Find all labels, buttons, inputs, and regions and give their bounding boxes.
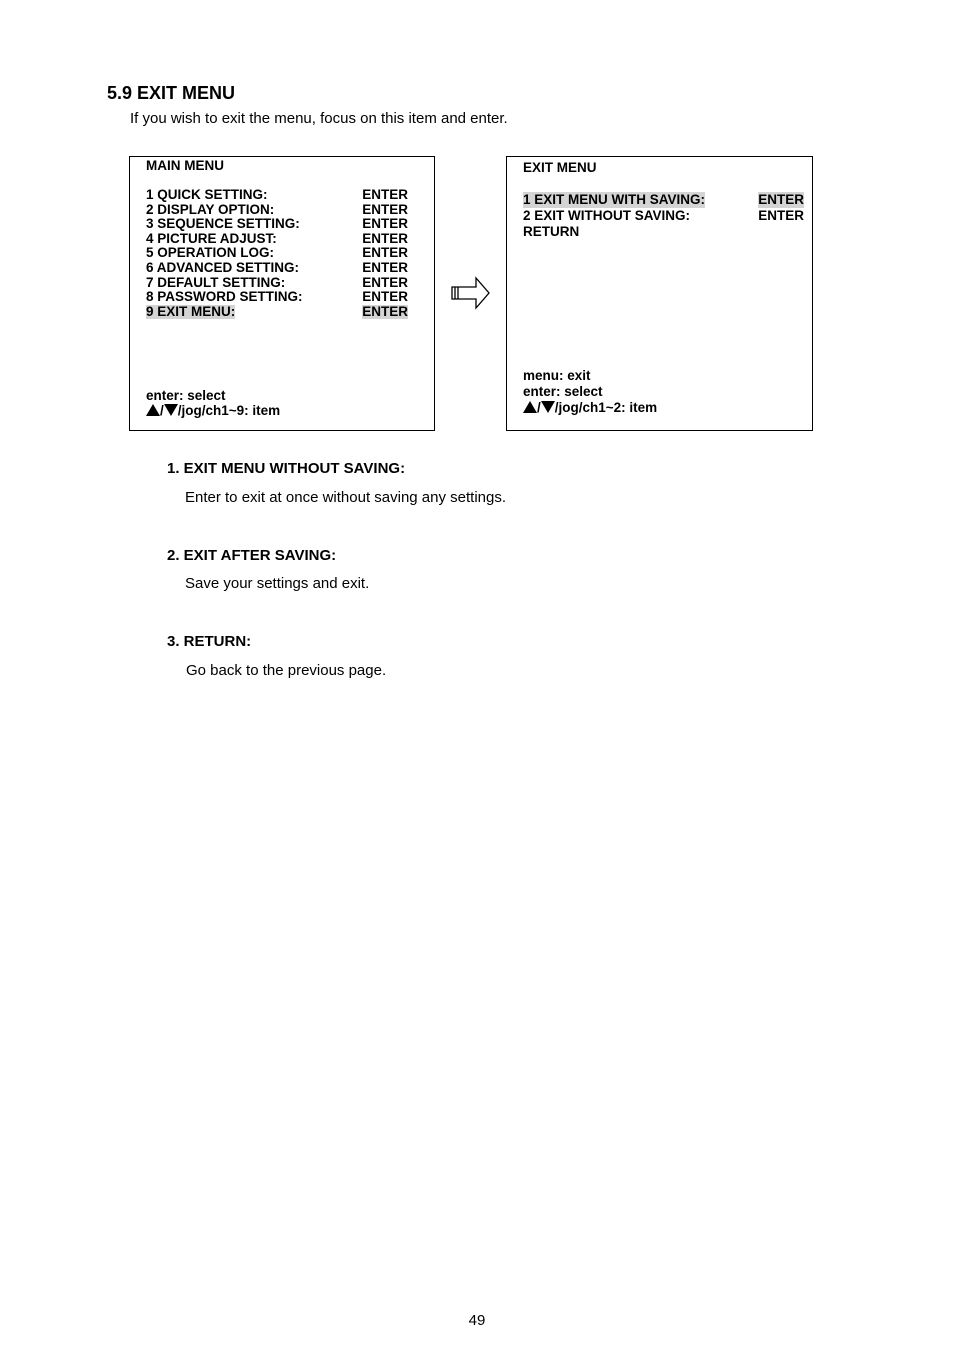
menu-item-return[interactable]: RETURN	[523, 224, 580, 239]
footer-menu-hint: menu: exit	[523, 368, 591, 383]
menu-item-exit-without-saving[interactable]: 2 EXIT WITHOUT SAVING: ENTER	[523, 208, 804, 223]
up-triangle-icon	[146, 404, 160, 416]
menu-item-quick-setting[interactable]: 1 QUICK SETTING: ENTER	[146, 187, 408, 202]
menu-item-advanced-setting[interactable]: 6 ADVANCED SETTING: ENTER	[146, 259, 408, 275]
main-menu-footer	[146, 389, 280, 418]
exit-menu-screen	[506, 156, 813, 431]
option-desc-exit-without-saving: Enter to exit at once without saving any settings.	[185, 489, 507, 506]
menu-item-display-option[interactable]: 2 DISPLAY OPTION: ENTER	[146, 201, 408, 217]
footer-item-hint: / /jog/ch1~9: item	[146, 404, 280, 419]
exit-menu-title: EXIT MENU	[523, 160, 597, 175]
exit-menu-footer	[523, 368, 657, 416]
option-desc-return: Go back to the previous page.	[186, 662, 387, 679]
menu-item-operation-log[interactable]: 5 OPERATION LOG: ENTER	[146, 245, 408, 261]
page-number: 49	[468, 1312, 486, 1329]
exit-menu-list	[523, 192, 804, 240]
menu-item-password-setting[interactable]: 8 PASSWORD SETTING: ENTER	[146, 289, 408, 305]
main-menu-screen	[129, 156, 435, 431]
footer-select-hint: enter: select	[146, 388, 226, 403]
option-heading-exit-without-saving: 1. EXIT MENU WITHOUT SAVING:	[167, 460, 406, 477]
menu-item-exit-menu[interactable]: 9 EXIT MENU: ENTER	[146, 303, 408, 319]
main-menu-list	[146, 188, 408, 319]
menu-item-exit-with-saving[interactable]: 1 EXIT MENU WITH SAVING: ENTER	[523, 192, 804, 207]
option-heading-return: 3. RETURN:	[167, 633, 252, 650]
footer-item-hint: / /jog/ch1~2: item	[523, 400, 657, 416]
footer-select-hint: enter: select	[523, 384, 603, 399]
menu-item-sequence-setting[interactable]: 3 SEQUENCE SETTING: ENTER	[146, 216, 408, 232]
up-triangle-icon	[523, 401, 537, 413]
down-triangle-icon	[164, 404, 178, 416]
option-desc-exit-after-saving: Save your settings and exit.	[185, 575, 370, 592]
option-heading-exit-after-saving: 2. EXIT AFTER SAVING:	[167, 547, 337, 564]
right-arrow-icon	[450, 276, 492, 312]
intro-text: If you wish to exit the menu, focus on this item and enter.	[130, 110, 508, 127]
main-menu-title: MAIN MENU	[146, 158, 224, 173]
menu-item-picture-adjust[interactable]: 4 PICTURE ADJUST: ENTER	[146, 230, 408, 246]
section-title: 5.9 EXIT MENU	[107, 83, 236, 103]
down-triangle-icon	[541, 401, 555, 413]
menu-item-default-setting[interactable]: 7 DEFAULT SETTING: ENTER	[146, 274, 408, 290]
